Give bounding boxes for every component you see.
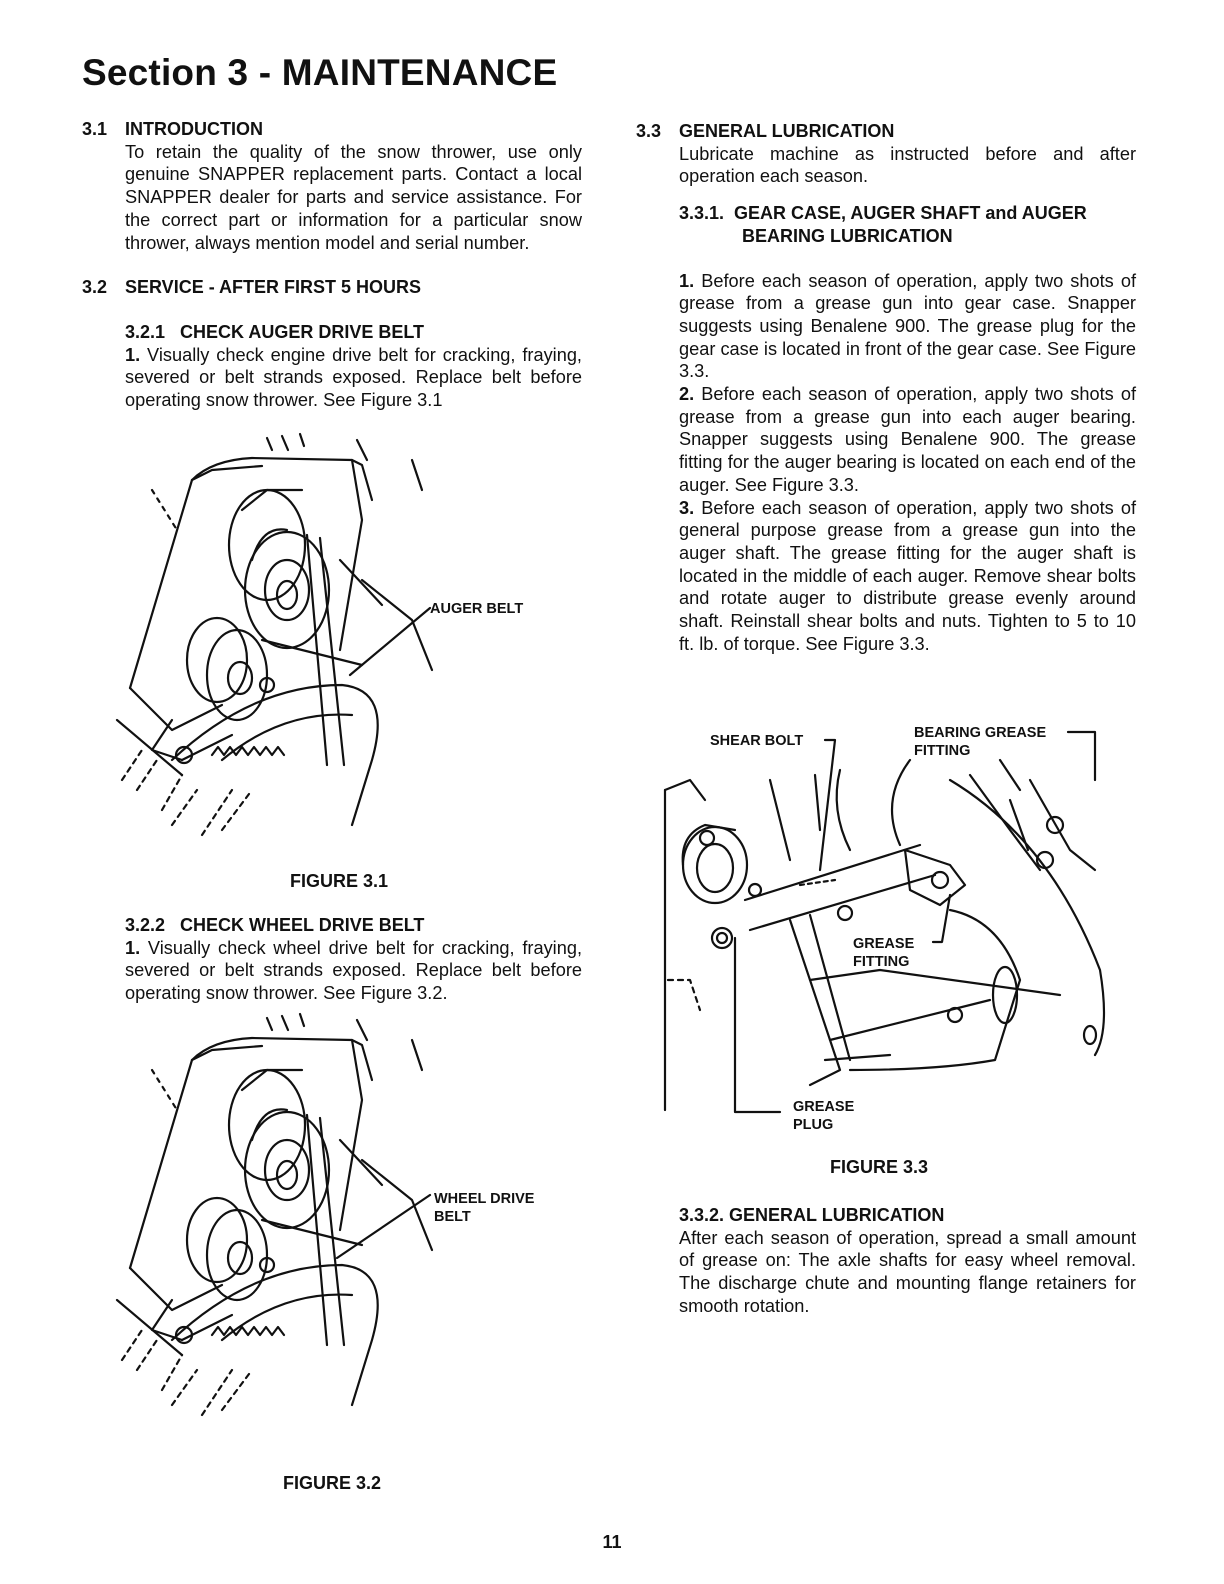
step-text: Before each season of operation, apply two shots of grease from a grease gun into gear case. Snapper suggests using Benalene 900. The grease plug for the gear case is located in front of the gear case. See Figure 3.3. xyxy=(679,270,1136,382)
section-3-3-text: Lubricate machine as instructed before and after operation each season. xyxy=(679,143,1136,187)
lubrication-step xyxy=(679,270,1136,384)
lubrication-step xyxy=(679,383,1136,497)
left-column xyxy=(82,118,582,412)
section-3-1-text: To retain the quality of the snow thrower, use only genuine SNAPPER replacement parts. Contact a local SNAPPER dealer for parts and service assistance. For the correct part or information for a particular snow thrower, always mention model and serial number. xyxy=(125,141,582,253)
figure-3-3-caption: FIGURE 3.3 xyxy=(830,1157,929,1177)
section-3-2-2 xyxy=(125,914,582,1005)
step-number: 1. xyxy=(679,270,695,291)
figure-3-2-caption: FIGURE 3.2 xyxy=(283,1473,382,1493)
section-3-3-1-heading-line1: 3.3.1. GEAR CASE, AUGER SHAFT and AUGER xyxy=(679,203,1087,224)
wheel-drive-belt-label: WHEEL DRIVE BELT xyxy=(434,1191,535,1225)
section-3-2-1-step xyxy=(125,344,582,412)
page-number: 11 xyxy=(602,1532,622,1552)
section-number: 3.2 xyxy=(82,277,108,298)
step-number: 1. xyxy=(125,344,141,365)
section-number: 3.3 xyxy=(636,121,662,141)
section-number: 3.1 xyxy=(82,119,108,139)
bearing-grease-fitting-label: BEARING GREASE FITTING xyxy=(914,725,1047,759)
grease-plug-label: GREASE PLUG xyxy=(793,1099,855,1133)
right-column xyxy=(636,120,1136,655)
step-text: Visually check wheel drive belt for cracking, fraying, severed or belt strands exposed. Replace belt before operating snow thrower. See Figure 3.2. xyxy=(125,937,582,1004)
figure-3-1-illustration xyxy=(112,430,552,840)
figure-3-3-illustration xyxy=(650,720,1120,1140)
step-number: 1. xyxy=(125,937,141,958)
section-3-1-heading xyxy=(82,118,582,141)
section-3-3-2-heading: 3.3.2. GENERAL LUBRICATION xyxy=(679,1205,945,1225)
auger-belt-label: AUGER BELT xyxy=(430,601,524,617)
section-3-3-1-steps xyxy=(679,270,1136,656)
section-3-2-1 xyxy=(82,321,582,412)
section-3-2-2-step xyxy=(125,937,582,1005)
step-number: 2. xyxy=(679,384,695,405)
section-3-3-1 xyxy=(636,202,1136,655)
step-number: 3. xyxy=(679,497,695,518)
auger-lubrication-drawing xyxy=(650,720,1120,1140)
page-title: Section 3 - MAINTENANCE xyxy=(82,52,558,93)
section-title: GENERAL LUBRICATION xyxy=(679,121,895,141)
step-text: Before each season of operation, apply two shots of grease from a grease gun into each auger bearing. Snapper suggests using Benalene 900. The grease fitting for the auger bearing is located on each end of the auger. See Figure 3.3. xyxy=(679,384,1136,495)
section-3-3-2-text: After each season of operation, spread a small amount of grease on: The axle shafts for easy wheel removal. The discharge chute and mounting flange retainers for smooth rotation. xyxy=(679,1227,1136,1316)
section-3-2-2-heading: 3.2.2 CHECK WHEEL DRIVE BELT xyxy=(125,915,425,935)
step-text: Before each season of operation, apply two shots of general purpose grease from a grease gun into the auger shaft. The grease fitting for the auger shaft is located in the middle of each auger. Remove shear bolts and rotate auger to distribute grease evenly around shaft. Reinstall shear bolts and nuts. Tighten to 5 to 10 ft. lb. of torque. See Figure 3.3. xyxy=(679,497,1136,654)
grease-fitting-label: GREASE FITTING xyxy=(853,936,915,970)
lubrication-step xyxy=(679,497,1136,656)
section-title: SERVICE - AFTER FIRST 5 HOURS xyxy=(125,277,422,298)
belt-drive-drawing xyxy=(112,430,552,840)
section-3-3-2 xyxy=(679,1204,1136,1318)
step-text: Visually check engine drive belt for cracking, fraying, severed or belt strands exposed. Replace belt before operating snow thrower. See Figure 3.1 xyxy=(125,344,582,411)
figure-3-2-illustration xyxy=(112,1010,552,1420)
section-3-2-heading xyxy=(82,276,582,299)
section-3-2-1-heading: 3.2.1 CHECK AUGER DRIVE BELT xyxy=(125,321,425,342)
figure-3-1-caption: FIGURE 3.1 xyxy=(290,871,389,891)
shear-bolt-label: SHEAR BOLT xyxy=(710,733,804,749)
section-3-3-1-heading-line2: BEARING LUBRICATION xyxy=(742,225,953,246)
section-title: INTRODUCTION xyxy=(125,119,263,139)
section-3-3-heading xyxy=(636,120,1136,143)
